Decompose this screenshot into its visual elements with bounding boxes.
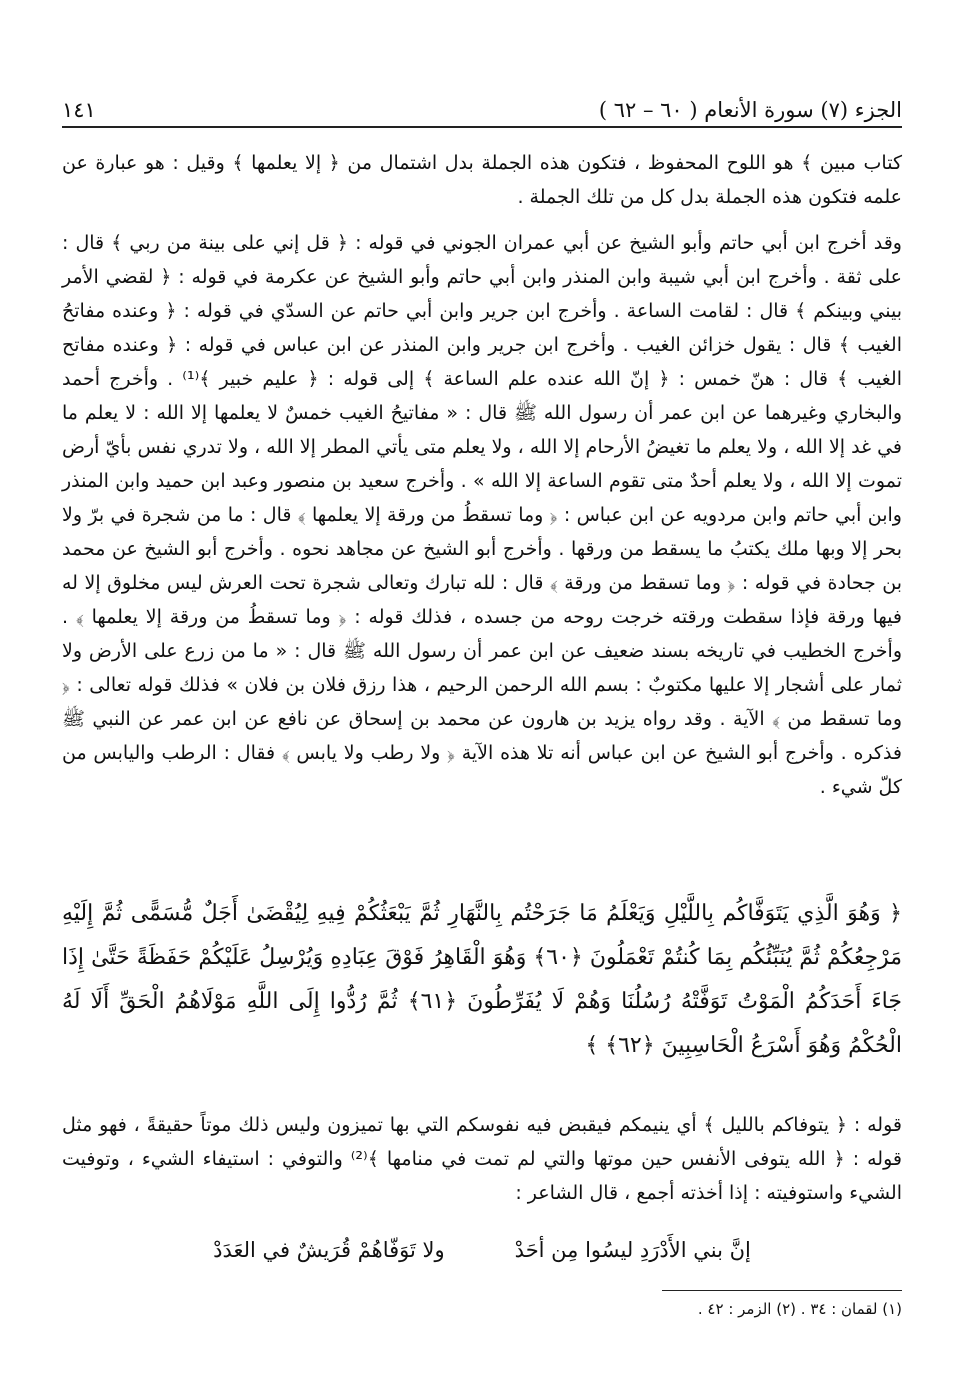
paragraph-gap: [62, 214, 902, 226]
poem-hemistich-1: إنَّ بني الأَدْرَدِ ليسُوا مِن أحَدْ: [514, 1238, 751, 1262]
running-title: الجزء (٧) سورة الأنعام ( ٦٠ – ٦٢ ): [598, 98, 902, 122]
page-number: ١٤١: [62, 98, 96, 122]
footnote: (١) لقمان : ٣٤ . (٢) الزمر : ٤٢ .: [697, 1300, 902, 1318]
paragraph-1: كتاب مبين ﴾ هو اللوح المحفوظ ، فتكون هذه الجملة بدل اشتمال من ﴿ إلا يعلمها ﴾ وقيل : هو عبارة عن علمه فتكون هذه الجملة بدل كل من تلك الجملة .: [62, 152, 902, 208]
poem-verse: [62, 1238, 902, 1262]
page-header: [62, 88, 902, 128]
poem-hemistich-2: ولا تَوَفّاهُمْ قُرَيشٌ في العَدَدْ: [213, 1238, 445, 1262]
paragraph-3: قوله : ﴿ يتوفاكم بالليل ﴾ أي ينيمكم فيقبض فيه نفوسكم التي بها تميزون وليس ذلك موتاً حقيقةً ، فهو مثل قوله : ﴿ الله يتوفى الأنفس حين موتها والتي لم تمت في منامها ﴾⁽²⁾ والتوفي : استيفاء الشيء ، وتوفيت الشيء واستوفيته : إذا أخذته أجمع ، قال الشاعر :: [62, 1114, 902, 1204]
commentary-block: [62, 146, 902, 804]
quran-verses: ﴿ وَهُوَ الَّذِي يَتَوَفَّاكُم بِاللَّيْلِ وَيَعْلَمُ مَا جَرَحْتُم بِالنَّهَارِ ثُمَّ يَبْعَثُكُمْ فِيهِ لِيُقْضَىٰ أَجَلٌ مُّسَمًّى ثُمَّ إِلَيْهِ مَرْجِعُكُمْ ثُمَّ يُنَبِّئُكُم بِمَا كُنتُمْ تَعْمَلُونَ ﴿٦٠﴾ وَهُوَ الْقَاهِرُ فَوْقَ عِبَادِهِ وَيُرْسِلُ عَلَيْكُمْ حَفَظَةً حَتَّىٰ إِذَا جَاءَ أَحَدَكُمُ الْمَوْتُ تَوَفَّتْهُ رُسُلُنَا وَهُمْ لَا يُفَرِّطُونَ ﴿٦١﴾ ثُمَّ رُدُّوا إِلَى اللَّهِ مَوْلَاهُمُ الْحَقِّ أَلَا لَهُ الْحُكْمُ وَهُوَ أَسْرَعُ الْحَاسِبِينَ ﴿٦٢﴾ ﴾: [62, 901, 902, 1058]
paragraph-2: وقد أخرج ابن أبي حاتم وأبو الشيخ عن أبي عمران الجوني في قوله : ﴿ قل إني على بينة من ربي ﴾ قال : على ثقة . وأخرج ابن أبي شيبة وابن المنذر وابن أبي حاتم وأبو الشيخ عن عكرمة في قوله : ﴿ لقضي الأمر بيني وبينكم ﴾ قال : لقامت الساعة . وأخرج ابن جرير وابن أبي حاتم عن السدّي في قوله : ﴿ وعنده مفاتحُ الغيب ﴾ قال : يقول خزائن الغيب . وأخرج ابن جرير وابن المنذر عن ابن عباس في قوله : ﴿ وعنده مفاتح الغيب ﴾ قال : هنّ خمس : ﴿ إنّ الله عنده علم الساعة ﴾ إلى قوله : ﴿ عليم خبير ﴾⁽¹⁾ . وأخرج أحمد والبخاري وغيرهما عن ابن عمر أن رسول الله ﷺ قال : « مفاتيحُ الغيب خمسٌ لا يعلمها إلا الله : لا يعلم ما في غد إلا الله ، ولا يعلم ما تغيضُ الأرحام إلا الله ، ولا يعلم متى يأتي المطر إلا الله ، ولا تدري نفس بأيّ أرض تموت إلا الله ، ولا يعلم أحدٌ متى تقوم الساعة إلا الله » . وأخرج سعيد بن منصور وعبد ابن حميد وابن المنذر وابن أبي حاتم وابن مردويه عن ابن عباس : ﴿ وما تسقطُ من ورقة إلا يعلمها ﴾ قال : ما من شجرة في برّ ولا بحر إلا وبها ملك يكتبُ ما يسقط من ورقها . وأخرج أبو الشيخ عن مجاهد نحوه . وأخرج أبو الشيخ عن محمد بن جحادة في قوله : ﴿ وما تسقط من ورقة ﴾ قال : لله تبارك وتعالى شجرة تحت العرش ليس مخلوق إلا له فيها ورقة فإذا سقطت ورقته خرجت روحه من جسده ، فذلك قوله : ﴿ وما تسقطُ من ورقة إلا يعلمها ﴾ . وأخرج الخطيب في تاريخه بسند ضعيف عن ابن عمر أن رسول الله ﷺ قال : « ما من زرع على الأرض ولا ثمار على أشجار إلا عليها مكتوبٌ : بسم الله الرحمن الرحيم ، هذا رزق فلان بن فلان » فذلك قوله تعالى : ﴿ وما تسقط من ﴾ الآية . وقد رواه يزيد بن هارون عن محمد بن إسحاق عن نافع عن ابن عمر عن النبي ﷺ فذكره . وأخرج أبو الشيخ عن ابن عباس أنه تلا هذه الآية ﴿ ولا رطب ولا يابس ﴾ فقال : الرطب واليابس من كلّ شيء .: [62, 232, 902, 798]
footnote-divider: [662, 1290, 902, 1291]
